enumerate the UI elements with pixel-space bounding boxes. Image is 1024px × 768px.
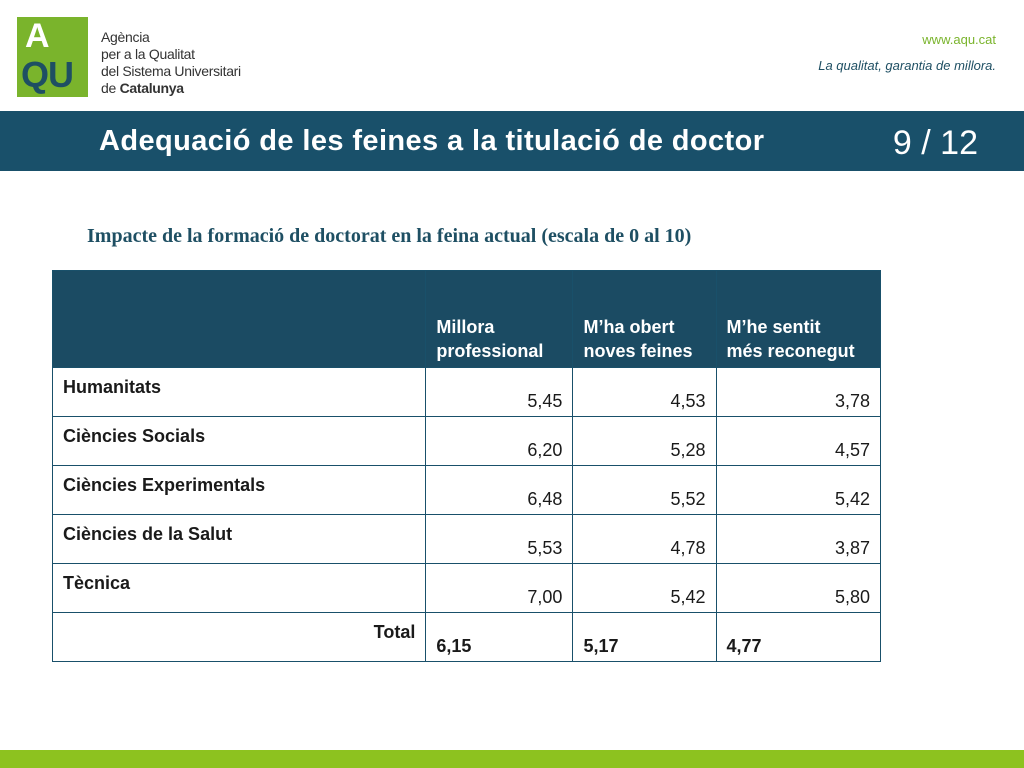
- cell-value: 7,00: [426, 564, 573, 613]
- cell-value: 5,80: [716, 564, 880, 613]
- cell-value: 5,45: [426, 368, 573, 417]
- cell-value: 5,28: [573, 417, 716, 466]
- table-row: [53, 515, 881, 564]
- cell-value: 6,20: [426, 417, 573, 466]
- website-link[interactable]: www.aqu.cat: [922, 32, 996, 47]
- header-line: professional: [436, 341, 544, 361]
- header-millora-professional: [426, 271, 573, 368]
- aqu-logo: [17, 17, 88, 97]
- impact-table: [52, 270, 881, 662]
- table-row: [53, 417, 881, 466]
- header-line: M’he sentit: [726, 317, 821, 337]
- row-label: Ciències de la Salut: [53, 515, 426, 564]
- page-title: Adequació de les feines a la titulació de doctor: [99, 125, 765, 157]
- cell-value: 6,48: [426, 466, 573, 515]
- header-line: M’ha obert: [583, 317, 675, 337]
- total-value: 4,77: [716, 613, 880, 662]
- cell-value: 5,42: [716, 466, 880, 515]
- org-line-1: Agència: [101, 29, 150, 45]
- header-line: Millora: [436, 317, 495, 337]
- row-label: Tècnica: [53, 564, 426, 613]
- org-line-3: del Sistema Universitari: [101, 63, 241, 79]
- cell-value: 4,78: [573, 515, 716, 564]
- footer-bar: [0, 750, 1024, 768]
- table-header-row: [53, 271, 881, 368]
- cell-value: 5,42: [573, 564, 716, 613]
- table-row: [53, 368, 881, 417]
- table-total-row: [53, 613, 881, 662]
- total-value: 6,15: [426, 613, 573, 662]
- cell-value: 5,53: [426, 515, 573, 564]
- total-value: 5,17: [573, 613, 716, 662]
- row-label: Ciències Socials: [53, 417, 426, 466]
- row-label: Ciències Experimentals: [53, 466, 426, 515]
- logo-letter-a: A: [25, 17, 50, 55]
- org-line-4: de Catalunya: [101, 80, 184, 96]
- total-label: Total: [53, 613, 426, 662]
- table-row: [53, 466, 881, 515]
- organization-name: [101, 29, 241, 97]
- tagline: La qualitat, garantia de millora.: [818, 58, 996, 73]
- cell-value: 4,57: [716, 417, 880, 466]
- page-number: 9 / 12: [892, 124, 978, 162]
- table-row: [53, 564, 881, 613]
- header-noves-feines: [573, 271, 716, 368]
- header-mes-reconegut: [716, 271, 880, 368]
- org-line-2: per a la Qualitat: [101, 46, 195, 62]
- header-line: noves feines: [583, 341, 693, 361]
- cell-value: 5,52: [573, 466, 716, 515]
- header-line: més reconegut: [726, 341, 855, 361]
- logo-letters-qu: QU: [21, 54, 73, 95]
- header-empty-cell: [53, 271, 426, 368]
- table-caption: Impacte de la formació de doctorat en la feina actual (escala de 0 al 10): [87, 225, 692, 247]
- cell-value: 4,53: [573, 368, 716, 417]
- row-label: Humanitats: [53, 368, 426, 417]
- cell-value: 3,78: [716, 368, 880, 417]
- cell-value: 3,87: [716, 515, 880, 564]
